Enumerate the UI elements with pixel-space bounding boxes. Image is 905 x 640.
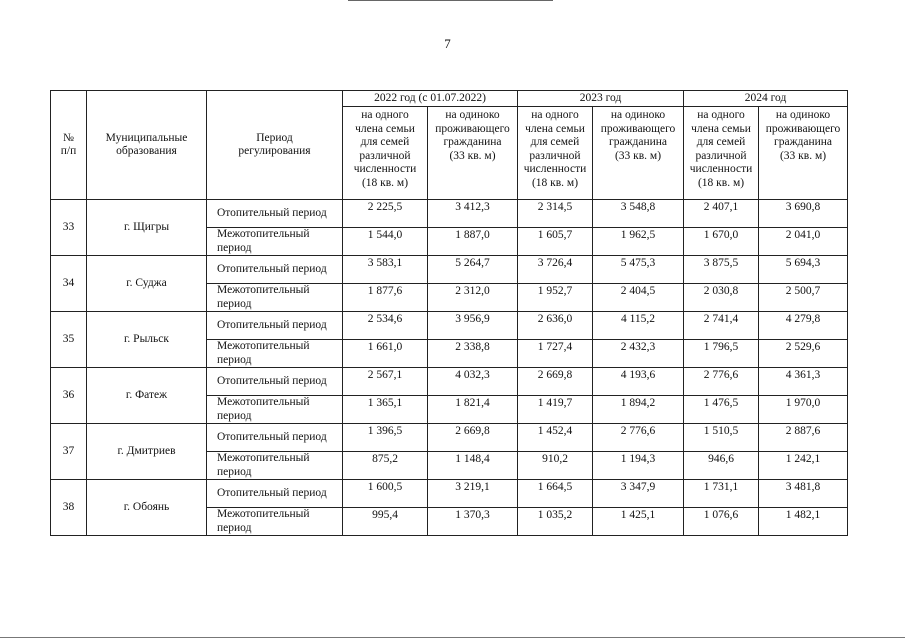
value-cell: 1 877,6 bbox=[343, 284, 428, 312]
municipality-name: г. Фатеж bbox=[87, 368, 207, 424]
value-cell: 4 361,3 bbox=[759, 368, 848, 396]
value-cell: 1 076,6 bbox=[684, 508, 759, 536]
value-cell: 1 731,1 bbox=[684, 480, 759, 508]
value-cell: 1 370,3 bbox=[428, 508, 518, 536]
year-header: 2022 год (с 01.07.2022) bbox=[343, 91, 518, 107]
tariff-table bbox=[50, 90, 848, 536]
bottom-rule bbox=[0, 637, 905, 638]
value-cell: 1 970,0 bbox=[759, 396, 848, 424]
value-cell: 1 425,1 bbox=[593, 508, 684, 536]
value-cell: 1 476,5 bbox=[684, 396, 759, 424]
value-cell: 1 452,4 bbox=[518, 424, 593, 452]
value-cell: 1 952,7 bbox=[518, 284, 593, 312]
value-cell: 4 032,3 bbox=[428, 368, 518, 396]
period-label: Межотопительный период bbox=[207, 396, 343, 424]
value-cell: 1 148,4 bbox=[428, 452, 518, 480]
period-label: Межотопительный период bbox=[207, 340, 343, 368]
value-cell: 1 661,0 bbox=[343, 340, 428, 368]
period-label: Межотопительный период bbox=[207, 452, 343, 480]
period-label: Межотопительный период bbox=[207, 508, 343, 536]
value-cell: 2 041,0 bbox=[759, 228, 848, 256]
value-cell: 4 193,6 bbox=[593, 368, 684, 396]
value-cell: 3 875,5 bbox=[684, 256, 759, 284]
value-cell: 910,2 bbox=[518, 452, 593, 480]
period-label: Отопительный период bbox=[207, 368, 343, 396]
value-cell: 2 741,4 bbox=[684, 312, 759, 340]
value-cell: 4 279,8 bbox=[759, 312, 848, 340]
value-cell: 5 264,7 bbox=[428, 256, 518, 284]
table-row-heating bbox=[51, 480, 848, 508]
row-number: 37 bbox=[51, 424, 87, 480]
value-cell: 2 567,1 bbox=[343, 368, 428, 396]
table-row-heating bbox=[51, 200, 848, 228]
value-cell: 1 365,1 bbox=[343, 396, 428, 424]
value-cell: 3 347,9 bbox=[593, 480, 684, 508]
value-cell: 2 669,8 bbox=[518, 368, 593, 396]
value-cell: 995,4 bbox=[343, 508, 428, 536]
period-label: Отопительный период bbox=[207, 256, 343, 284]
single-resident-header: на одиноко проживающего гражданина (33 кв. м) bbox=[428, 107, 518, 200]
year-header: 2024 год bbox=[684, 91, 848, 107]
value-cell: 875,2 bbox=[343, 452, 428, 480]
single-resident-header: на одиноко проживающего гражданина (33 кв. м) bbox=[759, 107, 848, 200]
value-cell: 2 534,6 bbox=[343, 312, 428, 340]
header-row-years bbox=[51, 91, 848, 107]
value-cell: 1 887,0 bbox=[428, 228, 518, 256]
value-cell: 1 664,5 bbox=[518, 480, 593, 508]
value-cell: 5 475,3 bbox=[593, 256, 684, 284]
value-cell: 3 726,4 bbox=[518, 256, 593, 284]
period-label: Межотопительный период bbox=[207, 284, 343, 312]
table-row-heating bbox=[51, 424, 848, 452]
page-number: 7 bbox=[444, 36, 451, 51]
value-cell: 2 529,6 bbox=[759, 340, 848, 368]
value-cell: 3 481,8 bbox=[759, 480, 848, 508]
table-row-heating bbox=[51, 368, 848, 396]
table-row-heating bbox=[51, 312, 848, 340]
value-cell: 4 115,2 bbox=[593, 312, 684, 340]
row-number: 35 bbox=[51, 312, 87, 368]
value-cell: 1 796,5 bbox=[684, 340, 759, 368]
value-cell: 2 776,6 bbox=[684, 368, 759, 396]
value-cell: 5 694,3 bbox=[759, 256, 848, 284]
value-cell: 1 605,7 bbox=[518, 228, 593, 256]
value-cell: 1 821,4 bbox=[428, 396, 518, 424]
value-cell: 1 600,5 bbox=[343, 480, 428, 508]
value-cell: 2 500,7 bbox=[759, 284, 848, 312]
period-column-header: Период регулирования bbox=[207, 91, 343, 200]
value-cell: 1 544,0 bbox=[343, 228, 428, 256]
value-cell: 1 894,2 bbox=[593, 396, 684, 424]
num-column-header: № п/п bbox=[51, 91, 87, 200]
value-cell: 1 727,4 bbox=[518, 340, 593, 368]
row-number: 33 bbox=[51, 200, 87, 256]
value-cell: 2 669,8 bbox=[428, 424, 518, 452]
value-cell: 1 962,5 bbox=[593, 228, 684, 256]
value-cell: 1 510,5 bbox=[684, 424, 759, 452]
period-label: Отопительный период bbox=[207, 200, 343, 228]
value-cell: 2 404,5 bbox=[593, 284, 684, 312]
value-cell: 3 548,8 bbox=[593, 200, 684, 228]
municipality-column-header: Муниципальные образования bbox=[87, 91, 207, 200]
value-cell: 1 482,1 bbox=[759, 508, 848, 536]
value-cell: 2 338,8 bbox=[428, 340, 518, 368]
per-member-header: на одного члена семьи для семей различной численности (18 кв. м) bbox=[343, 107, 428, 200]
value-cell: 3 412,3 bbox=[428, 200, 518, 228]
municipality-name: г. Обоянь bbox=[87, 480, 207, 536]
value-cell: 2 407,1 bbox=[684, 200, 759, 228]
year-header: 2023 год bbox=[518, 91, 684, 107]
municipality-name: г. Щигры bbox=[87, 200, 207, 256]
value-cell: 3 583,1 bbox=[343, 256, 428, 284]
table-row-heating bbox=[51, 256, 848, 284]
single-resident-header: на одиноко проживающего гражданина (33 кв. м) bbox=[593, 107, 684, 200]
value-cell: 2 225,5 bbox=[343, 200, 428, 228]
value-cell: 2 314,5 bbox=[518, 200, 593, 228]
value-cell: 3 690,8 bbox=[759, 200, 848, 228]
value-cell: 2 432,3 bbox=[593, 340, 684, 368]
municipality-name: г. Дмитриев bbox=[87, 424, 207, 480]
value-cell: 2 636,0 bbox=[518, 312, 593, 340]
table-body bbox=[51, 200, 848, 536]
value-cell: 2 887,6 bbox=[759, 424, 848, 452]
value-cell: 1 670,0 bbox=[684, 228, 759, 256]
per-member-header: на одного члена семьи для семей различной численности (18 кв. м) bbox=[684, 107, 759, 200]
period-label: Отопительный период bbox=[207, 480, 343, 508]
value-cell: 1 419,7 bbox=[518, 396, 593, 424]
period-label: Отопительный период bbox=[207, 424, 343, 452]
value-cell: 2 030,8 bbox=[684, 284, 759, 312]
value-cell: 1 242,1 bbox=[759, 452, 848, 480]
value-cell: 3 219,1 bbox=[428, 480, 518, 508]
value-cell: 1 194,3 bbox=[593, 452, 684, 480]
value-cell: 946,6 bbox=[684, 452, 759, 480]
value-cell: 1 035,2 bbox=[518, 508, 593, 536]
period-label: Межотопительный период bbox=[207, 228, 343, 256]
value-cell: 2 312,0 bbox=[428, 284, 518, 312]
row-number: 34 bbox=[51, 256, 87, 312]
value-cell: 1 396,5 bbox=[343, 424, 428, 452]
municipality-name: г. Суджа bbox=[87, 256, 207, 312]
value-cell: 2 776,6 bbox=[593, 424, 684, 452]
municipality-name: г. Рыльск bbox=[87, 312, 207, 368]
period-label: Отопительный период bbox=[207, 312, 343, 340]
top-rule bbox=[348, 0, 553, 1]
row-number: 38 bbox=[51, 480, 87, 536]
per-member-header: на одного члена семьи для семей различной численности (18 кв. м) bbox=[518, 107, 593, 200]
row-number: 36 bbox=[51, 368, 87, 424]
value-cell: 3 956,9 bbox=[428, 312, 518, 340]
